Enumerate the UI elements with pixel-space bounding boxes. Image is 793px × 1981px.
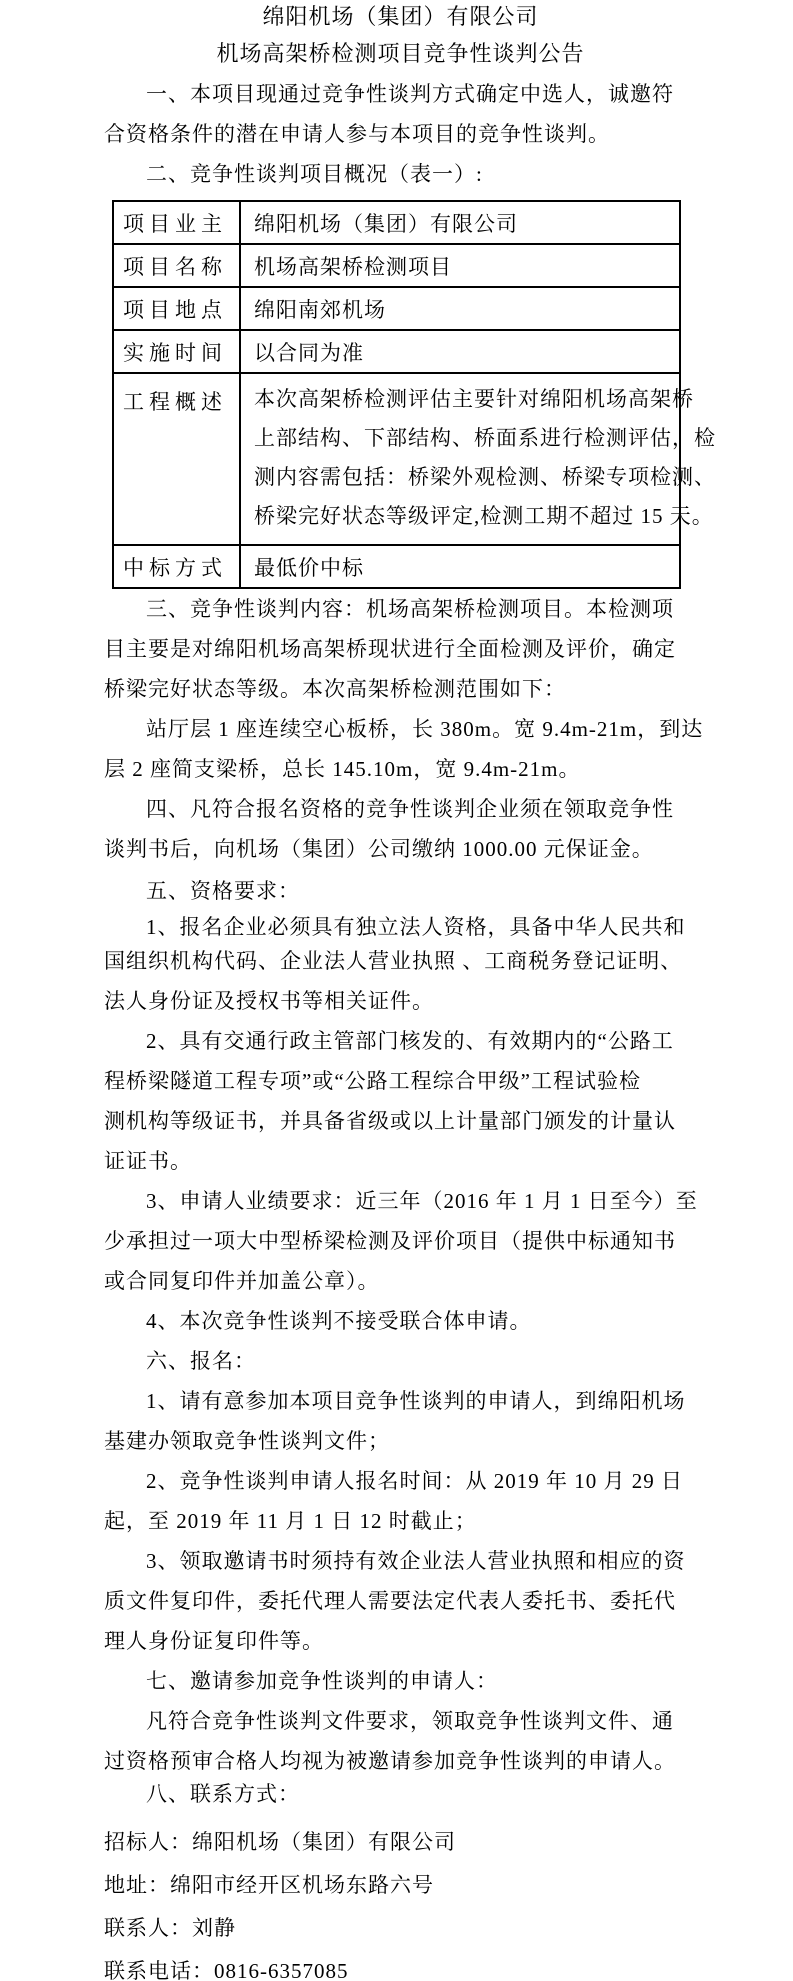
section5-item3-line: 或合同复印件并加盖公章）。 bbox=[104, 1269, 380, 1293]
overview-line: 本次高架桥检测评估主要针对绵阳机场高架桥 bbox=[254, 387, 694, 411]
row-label: 工程概述 bbox=[113, 373, 240, 545]
section5-item1-line: 国组织机构代码、企业法人营业执照 、工商税务登记证明、 bbox=[104, 949, 683, 973]
section5-item3-line: 少承担过一项大中型桥梁检测及评价项目（提供中标通知书 bbox=[104, 1229, 676, 1253]
contact-person-line: 联系人：刘静 bbox=[104, 1916, 236, 1940]
section2-heading: 二、竞争性谈判项目概况（表一）: bbox=[146, 162, 483, 186]
company-title: 绵阳机场（集团）有限公司 bbox=[262, 4, 539, 29]
table-row bbox=[113, 373, 680, 545]
section5-heading: 五、资格要求： bbox=[146, 879, 300, 903]
section7-heading: 七、邀请参加竞争性谈判的申请人： bbox=[146, 1669, 498, 1693]
table-row bbox=[113, 330, 680, 373]
row-label: 中标方式 bbox=[113, 545, 240, 588]
row-label: 项目地点 bbox=[113, 287, 240, 330]
overview-line: 上部结构、下部结构、桥面系进行检测评估，检 bbox=[254, 426, 716, 450]
section5-item1-line: 1、报名企业必须具有独立法人资格，具备中华人民共和 bbox=[146, 915, 686, 939]
section6-item2-line: 2、竞争性谈判申请人报名时间：从 2019 年 10 月 29 日 bbox=[146, 1469, 683, 1493]
scope-line: 层 2 座简支梁桥，总长 145.10m，宽 9.4m-21m。 bbox=[104, 757, 581, 781]
row-label: 项目名称 bbox=[113, 244, 240, 287]
row-value: 绵阳机场（集团）有限公司 bbox=[240, 201, 680, 244]
contact-block bbox=[104, 1821, 697, 1981]
project-overview-table bbox=[112, 200, 716, 589]
table-row bbox=[113, 244, 680, 287]
overview-line: 桥梁完好状态等级评定,检测工期不超过 15 天。 bbox=[254, 504, 714, 528]
row-value: 以合同为准 bbox=[240, 330, 680, 373]
section7-line: 过资格预审合格人均视为被邀请参加竞争性谈判的申请人。 bbox=[104, 1749, 676, 1773]
section5-item2-line: 证证书。 bbox=[104, 1149, 192, 1173]
bidder-line: 招标人：绵阳机场（集团）有限公司 bbox=[104, 1830, 456, 1854]
row-value bbox=[240, 373, 716, 545]
row-label: 实施时间 bbox=[113, 330, 240, 373]
section1-line: 合资格条件的潜在申请人参与本项目的竞争性谈判。 bbox=[104, 122, 610, 146]
section6-item3-line: 理人身份证复印件等。 bbox=[104, 1629, 324, 1653]
section4-line: 四、凡符合报名资格的竞争性谈判企业须在领取竞争性 bbox=[146, 797, 674, 821]
section5-item2-line: 测机构等级证书，并具备省级或以上计量部门颁发的计量认 bbox=[104, 1109, 676, 1133]
overview-line: 测内容需包括：桥梁外观检测、桥梁专项检测、 bbox=[254, 465, 716, 489]
table-row bbox=[113, 201, 680, 244]
row-label: 项目业主 bbox=[113, 201, 240, 244]
section6-item2-line: 起，至 2019 年 11 月 1 日 12 时截止； bbox=[104, 1509, 477, 1533]
scope-line: 站厅层 1 座连续空心板桥，长 380m。宽 9.4m-21m，到达 bbox=[146, 717, 704, 741]
section1-line: 一、本项目现通过竞争性谈判方式确定中选人，诚邀符 bbox=[146, 82, 674, 106]
section6-heading: 六、报名： bbox=[146, 1349, 256, 1373]
row-value: 绵阳南郊机场 bbox=[240, 287, 680, 330]
contact-phone-line: 联系电话：0816-6357085 bbox=[104, 1959, 349, 1981]
row-value: 最低价中标 bbox=[240, 545, 680, 588]
section6-item3-line: 3、领取邀请书时须持有效企业法人营业执照和相应的资 bbox=[146, 1549, 686, 1573]
section5-item2-line: 程桥梁隧道工程专项”或“公路工程综合甲级”工程试验检 bbox=[104, 1069, 641, 1093]
address-line: 地址：绵阳市经开区机场东路六号 bbox=[104, 1873, 434, 1897]
section3-line: 三、竞争性谈判内容：机场高架桥检测项目。本检测项 bbox=[146, 597, 674, 621]
section5-item4-line: 4、本次竞争性谈判不接受联合体申请。 bbox=[146, 1309, 532, 1333]
notice-title: 机场高架桥检测项目竞争性谈判公告 bbox=[216, 41, 585, 66]
section3-line: 桥梁完好状态等级。本次高架桥检测范围如下： bbox=[104, 677, 566, 701]
section5-item1-line: 法人身份证及授权书等相关证件。 bbox=[104, 989, 434, 1013]
section6-item1-line: 1、请有意参加本项目竞争性谈判的申请人，到绵阳机场 bbox=[146, 1389, 686, 1413]
section6-item3-line: 质文件复印件，委托代理人需要法定代表人委托书、委托代 bbox=[104, 1589, 676, 1613]
section5-item2-line: 2、具有交通行政主管部门核发的、有效期内的“公路工 bbox=[146, 1029, 674, 1053]
section7-line: 凡符合竞争性谈判文件要求，领取竞争性谈判文件、通 bbox=[146, 1709, 674, 1733]
table-row bbox=[113, 287, 680, 330]
section6-item1-line: 基建办领取竞争性谈判文件； bbox=[104, 1429, 390, 1453]
table-row bbox=[113, 545, 680, 588]
section4-line: 谈判书后，向机场（集团）公司缴纳 1000.00 元保证金。 bbox=[104, 837, 654, 861]
section3-line: 目主要是对绵阳机场高架桥现状进行全面检测及评价，确定 bbox=[104, 637, 676, 661]
row-value: 机场高架桥检测项目 bbox=[240, 244, 680, 287]
section5-item3-line: 3、申请人业绩要求：近三年（2016 年 1 月 1 日至今）至 bbox=[146, 1189, 698, 1213]
section8-heading: 八、联系方式： bbox=[146, 1782, 300, 1806]
